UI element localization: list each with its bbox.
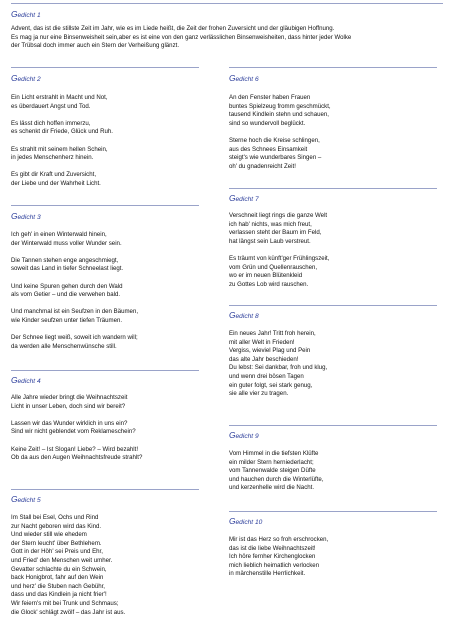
text-line: Wir feiern's mit bei Trunk und Schmaus; xyxy=(11,599,119,607)
text-line: soweit das Land in tiefer Schneelast liegt. xyxy=(11,265,124,273)
text-line: und hauchen durch die Winterlüfte, xyxy=(229,475,324,483)
divider xyxy=(11,67,199,68)
text-line: und Fried' den Menschen weit umher. xyxy=(11,556,113,564)
text-line: die Glock' schlägt zwölf – das Jahr ist aus. xyxy=(11,608,126,616)
stanza xyxy=(11,394,221,411)
gedicht-2-body xyxy=(11,94,211,189)
text-line: Es strahlt mit seinem hellen Schein, xyxy=(11,145,108,153)
stanza xyxy=(11,257,221,274)
text-line: Ein Licht erstrahlt in Macht und Not, xyxy=(11,94,108,101)
text-line: An den Fenster haben Frauen xyxy=(229,94,311,101)
text-line: vom Grün und Quellenrauschen, xyxy=(229,263,318,271)
text-line: das alte Jahr beschieden! xyxy=(229,355,299,363)
text-line: Du lebst: Sei dankbar, froh und klug, xyxy=(229,364,328,372)
stanza xyxy=(11,308,221,325)
text-line: Und manchmal ist ein Seufzen in den Bäumen, xyxy=(11,308,139,316)
text-line: ein milder Stern herniederlacht; xyxy=(229,458,314,466)
text-line: Licht in unser Leben, doch sind wir bereit? xyxy=(11,402,126,410)
section-title: Gedicht 8 xyxy=(229,310,259,320)
text-line: back Honigbrot, fahr auf den Wein xyxy=(11,574,104,582)
section-title: Gedicht 1 xyxy=(11,9,41,19)
gedicht-3-title: edicht 3 xyxy=(17,214,41,221)
gedicht-5-title: edicht 5 xyxy=(17,497,41,504)
text-line: Es mag ja nur eine Binsenweisheit sein,aber es ist eine von den ganz verlässlichen Binsenweisheiten, dass hinter jeder Wolke xyxy=(11,33,352,41)
text-line: es überdauert Angst und Tod. xyxy=(11,102,91,110)
text-line: es schenkt dir Friede, Glück und Ruh. xyxy=(11,128,113,136)
divider xyxy=(11,489,199,490)
text-line: sie alle vier zu tragen. xyxy=(229,390,289,398)
text-line: Ich höre fernher Kirchenglocken xyxy=(229,553,316,561)
stanza xyxy=(229,330,439,399)
stanza xyxy=(11,171,211,188)
divider xyxy=(11,205,199,206)
text-line: das ist die liebe Weihnachtszeit! xyxy=(229,544,316,552)
text-line: steigt's wie wunderbares Singen – xyxy=(229,154,322,162)
text-line: und wenn drei bösen Tagen xyxy=(229,372,304,380)
stanza xyxy=(11,231,221,248)
text-line: Sind wir nicht geblendet vom Reklameschein? xyxy=(11,428,136,436)
section-title: Gedicht 6 xyxy=(229,73,259,83)
gedicht-4-title: edicht 4 xyxy=(17,378,41,385)
text-line: Ob da aus den Augen Weihnachtsfreude strahlt? xyxy=(11,454,143,462)
text-line: Es gibt dir Kraft und Zuversicht, xyxy=(11,171,97,179)
stanza xyxy=(11,283,221,300)
text-line: zur Nacht geboren wird das Kind. xyxy=(11,522,102,530)
section-title: Gedicht 3 xyxy=(11,211,41,221)
gedicht-10-body xyxy=(229,536,439,579)
gedicht-10-title: edicht 10 xyxy=(235,519,263,526)
text-line: Der Schnee liegt weiß, soweit ich wandern will; xyxy=(11,334,138,342)
section-title: Gedicht 4 xyxy=(11,375,41,385)
gedicht-8-body xyxy=(229,330,439,399)
section-title: Gedicht 10 xyxy=(229,516,263,526)
text-line: Und keine Spuren gehen durch den Wald xyxy=(11,282,123,290)
gedicht-1-title: edicht 1 xyxy=(17,12,41,19)
text-line: vom Tannenwalde steigen Düfte xyxy=(229,467,316,475)
stanza xyxy=(229,94,439,128)
gedicht-9-title: edicht 9 xyxy=(235,433,259,440)
divider xyxy=(229,67,437,68)
gedicht-6-title: edicht 6 xyxy=(235,76,259,83)
stanza xyxy=(229,137,439,171)
text-line: Gevatter schlachte du ein Schwein, xyxy=(11,565,107,573)
gedicht-8-title: edicht 8 xyxy=(235,313,259,320)
text-line: Die Tannen stehen enge angeschmiegt, xyxy=(11,256,119,264)
stanza xyxy=(11,120,211,137)
text-line: ich hab' nichts, was mich freut, xyxy=(229,220,312,228)
section-title: Gedicht 2 xyxy=(11,73,41,83)
text-line: da werden alle Menschenwünsche still. xyxy=(11,342,117,350)
text-line: Advent, das ist die stillste Zeit im Jahr, wie es im Liede heißt, die Zeit der frohen Zuversicht und der gläubigen Hoffnung. xyxy=(11,25,335,32)
gedicht-1-body xyxy=(11,25,443,51)
divider xyxy=(229,425,437,426)
text-line: Ein neues Jahr! Tritt froh herein, xyxy=(229,330,316,337)
text-line: Mir ist das Herz so froh erschrocken, xyxy=(229,536,329,543)
text-line: und kerzenhelle wird die Nacht. xyxy=(229,484,315,492)
gedicht-2-title: edicht 2 xyxy=(17,76,41,83)
text-line: Gott in der Höh' sei Preis und Ehr, xyxy=(11,548,103,556)
divider xyxy=(229,511,437,512)
text-line: sind so wundervoll beglückt. xyxy=(229,119,306,127)
text-line: Keine Zeit! – Ist Slogan! Liebe? – Wird bezahlt! xyxy=(11,445,139,453)
section-title: Gedicht 9 xyxy=(229,430,259,440)
text-line: Vergiss, wieviel Plag und Pein xyxy=(229,347,311,355)
text-line: verlassen steht der Baum im Feld, xyxy=(229,229,322,237)
gedicht-7-body xyxy=(229,212,439,289)
text-line: tausend Kindlein stehn und schauen, xyxy=(229,111,329,119)
gedicht-9-body xyxy=(229,450,439,493)
text-line: und herz' die Stuben nach Gebühr, xyxy=(11,582,105,590)
text-line: mit aller Welt in Frieden! xyxy=(229,338,295,346)
text-line: Es lässt dich hoffen immerzu, xyxy=(11,119,91,127)
text-line: mich lieblich heimatlich verlocken xyxy=(229,561,320,569)
text-line: Sterne hoch die Kreise schlingen, xyxy=(229,136,320,144)
stanza xyxy=(11,146,211,163)
gedicht-6-body xyxy=(229,94,439,171)
text-line: wie Kinder seufzen unter tiefen Träumen. xyxy=(11,316,123,324)
text-line: zu Gottes Lob wird rauschen. xyxy=(229,280,309,288)
text-line: Lassen wir das Wunder wirklich in uns ein? xyxy=(11,419,128,427)
divider xyxy=(229,305,437,306)
text-line: ein guter folgt, sei stark genug, xyxy=(229,381,313,389)
stanza xyxy=(229,536,439,579)
text-line: oh' du gnadenreicht Zeit! xyxy=(229,162,296,170)
text-line: der Stern leucht' über Bethlehem. xyxy=(11,539,102,547)
section-title: Gedicht 7 xyxy=(229,193,259,203)
divider xyxy=(229,188,437,189)
gedicht-3-body xyxy=(11,231,221,351)
section-title: Gedicht 5 xyxy=(11,494,41,504)
text-line: aus des Schnees Einsamkeit xyxy=(229,145,308,153)
stanza xyxy=(229,255,439,289)
gedicht-4-body xyxy=(11,394,221,463)
stanza xyxy=(11,94,211,111)
stanza xyxy=(229,450,439,493)
text-line: Vom Himmel in die tiefsten Klüfte xyxy=(229,450,319,457)
stanza xyxy=(11,446,221,463)
text-line: buntes Spielzeug fromm geschmückt, xyxy=(229,102,331,110)
text-line: Alle Jahre wieder bringt die Weihnachtszeit xyxy=(11,394,128,401)
stanza xyxy=(11,334,221,351)
text-line: Verschneit liegt rings die ganze Welt xyxy=(229,212,328,219)
text-line: hat längst sein Laub verstreut. xyxy=(229,237,311,245)
text-line: der Winterwald muss voller Wunder sein. xyxy=(11,239,122,247)
text-line: in märchenstille Herrlichkeit. xyxy=(229,570,306,578)
stanza xyxy=(11,514,211,617)
text-line: als vom Getier – und die verwehen bald. xyxy=(11,291,121,299)
divider xyxy=(11,3,443,4)
stanza xyxy=(229,212,439,246)
stanza xyxy=(11,420,221,437)
text-line: Ich geh' in einen Winterwald hinein, xyxy=(11,231,107,238)
text-line: wo er im neuen Blütenkleid xyxy=(229,272,303,280)
text-line: dass und das Kindlein ja nicht frier'! xyxy=(11,591,107,599)
text-line: Es träumt von künft'ger Frühlingszeit, xyxy=(229,254,330,262)
gedicht-5-body xyxy=(11,514,211,617)
text-line: der Liebe und der Wahrheit Licht. xyxy=(11,179,101,187)
text-line: der Trübsal doch immer auch ein Stern der Verheißung glänzt. xyxy=(11,42,180,50)
gedicht-7-title: edicht 7 xyxy=(235,196,259,203)
text-line: Und wieder still wie ehedem xyxy=(11,531,87,539)
text-line: in jedes Menschenherz hinein. xyxy=(11,154,94,162)
divider xyxy=(11,370,199,371)
text-line: Im Stall bei Esel, Ochs und Rind xyxy=(11,514,99,521)
